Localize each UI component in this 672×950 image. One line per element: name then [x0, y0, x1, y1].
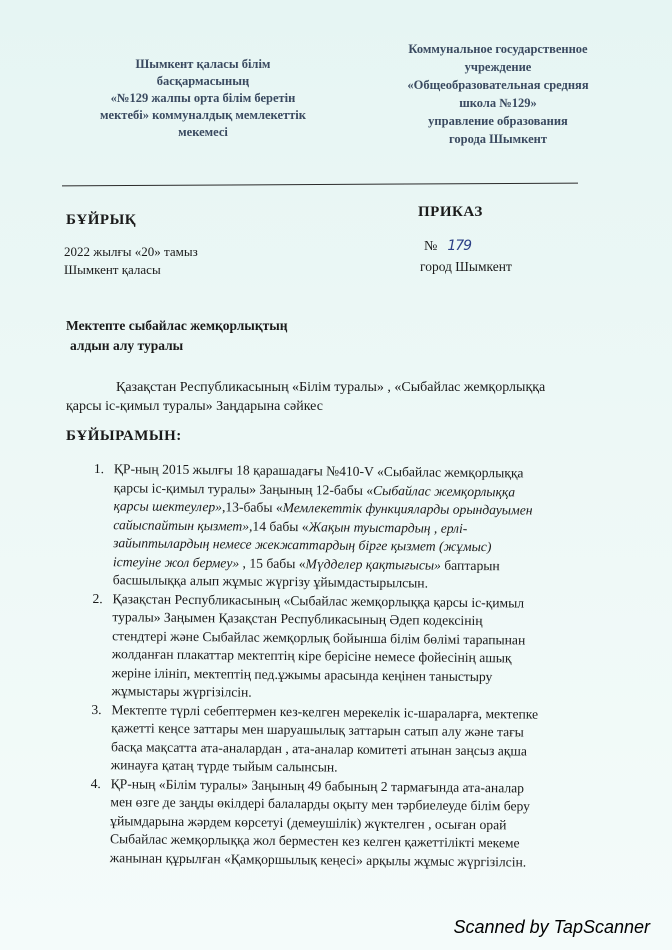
item-text: ,14 бабы «: [248, 518, 309, 534]
item-text-italic: Жақын туыстардың , ерлі-: [308, 518, 468, 536]
item-number: 2.: [92, 590, 103, 606]
item-line: Сыбайлас жемқорлыққа жол берместен кез келген қажеттілікті мекеме: [109, 831, 520, 851]
item-text-italic: Сыбайлас жемқорлыққа: [373, 482, 516, 499]
preamble-line: қарсы іс-қимыл туралы» Заңдарына сәйкес: [66, 399, 323, 414]
header-kz-line: мекемесі: [178, 125, 228, 139]
item-number: 4.: [90, 775, 101, 791]
item-line: жолданған плакаттар мектептің кіре берісіне немесе фойесінің ашық: [111, 646, 512, 666]
order-item-1: [93, 460, 634, 595]
item-text: , 15 бабы «: [239, 555, 306, 571]
item-text-italic: зайыптылардың немесе жекжаттардың бірге қызмет (жұмыс): [113, 535, 492, 555]
header-ru-line: города Шымкент: [449, 132, 547, 146]
item-text-italic: сайыспайтын қызмет»: [113, 516, 250, 534]
preamble-line: Қазақстан Республикасының «Білім туралы» , «Сыбайлас жемқорлыққа: [116, 380, 546, 395]
header-ru-institution: [378, 40, 618, 148]
item-line: басшылыққа алып жұмыс жүргізу ұйымдастырылсын.: [112, 572, 429, 591]
item-text-italic: Мүдделер қақтығысы»: [305, 555, 442, 573]
item-line: жұмыстары жүргізілсін.: [111, 683, 252, 700]
item-line: ҚР-ның «Білім туралы» Заңының 49 бабының 2 тармағында ата-аналар: [110, 775, 525, 796]
header-divider: [62, 183, 578, 187]
doc-preamble: [66, 378, 626, 416]
header-kz-line: «№129 жалпы орта білім беретін: [110, 91, 296, 105]
item-line: басқа мақсатта ата-аналардан , ата-аналар комитеті атынан заңсыз ақша: [110, 738, 527, 759]
item-line: жеріне ілініп, мектептің пед.ұжымы арасында кеңінен таныстыру: [111, 664, 493, 684]
order-item-4: [90, 774, 631, 872]
doc-city-kz: Шымкент қаласы: [64, 262, 161, 277]
header-kz-line: Шымкент қаласы білім: [135, 57, 271, 71]
order-heading: БҰЙЫРАМЫН:: [66, 428, 182, 444]
doc-date-kz: 2022 жылғы «20» тамыз: [64, 244, 198, 259]
item-text-italic: істеуіне жол бермеу»: [112, 553, 240, 571]
doc-title-kz: БҰЙРЫҚ: [66, 212, 137, 228]
item-line: жинауға қатаң түрде тыйым салынсын.: [110, 757, 338, 775]
header-ru-line: «Общеобразовательная средняя: [407, 78, 589, 92]
header-ru-line: управление образования: [428, 114, 568, 128]
item-line: ҚР-ның 2015 жылғы 18 қарашадағы №410-V «Сыбайлас жемқорлыққа: [113, 461, 524, 481]
subject-line: Мектепте сыбайлас жемқорлықтың: [66, 318, 288, 333]
item-line: Мектепте түрлі себептермен кез-келген мерекелік іс-шараларға, мектепке: [111, 701, 539, 722]
doc-number-label: №: [424, 239, 438, 254]
subject-line: алдын алу туралы: [70, 338, 184, 353]
scanner-watermark: Scanned by TapScanner: [453, 917, 650, 937]
header-kz-institution: [78, 56, 328, 141]
item-text: ,13-бабы «: [221, 499, 283, 515]
item-number: 1.: [93, 460, 105, 477]
item-line: стендтері және Сыбайлас жемқорлық бойынша білім бөлімі тарапынан: [112, 627, 526, 648]
item-text: баптарын: [440, 557, 500, 573]
item-line: мен өзге де заңды өкілдері балаларды оқыту мен тәрбиелеуде білім беру: [110, 794, 531, 814]
header-ru-line: Коммунальное государственное: [408, 42, 588, 56]
item-line: қажетті кеңсе заттары мен шаруашылық заттарын сатып алу және тағы: [111, 720, 524, 740]
item-text: қарсы іс-қимыл туралы» Заңының 12-бабы «: [113, 479, 374, 498]
item-line: ұйымдарына жәрдем көрсетуі (демеушілік) жүктелген , осыған орай: [110, 812, 507, 832]
header-kz-line: мектебі» коммуналдық мемлекеттік: [100, 108, 306, 122]
doc-subject: [66, 316, 288, 356]
header-kz-line: басқармасының: [156, 74, 250, 88]
order-items-list: [90, 460, 634, 873]
header-ru-line: школа №129»: [459, 96, 537, 110]
doc-title-ru: ПРИКАЗ: [418, 204, 483, 220]
doc-number: [424, 238, 471, 255]
item-line: жанынан құрылған «Қамқоршылық кеңесі» арқылы жұмыс жүргізілсін.: [109, 849, 527, 870]
order-item-3: [91, 700, 632, 780]
item-text-italic: Мемлекеттік функцияларды орындауымен: [282, 499, 533, 518]
item-text-italic: қарсы шектеулер»: [113, 498, 223, 515]
doc-number-handwritten: 179: [447, 238, 472, 254]
item-line: туралы» Заңымен Қазақстан Республикасының Әдеп кодексінің: [112, 609, 483, 629]
doc-city-ru: город Шымкент: [420, 259, 512, 274]
item-number: 3.: [91, 701, 102, 717]
order-item-2: [91, 589, 632, 706]
header-ru-line: учреждение: [464, 60, 532, 74]
item-line: Қазақстан Республикасының «Сыбайлас жемқорлыққа қарсы іс-қимыл: [112, 590, 525, 611]
